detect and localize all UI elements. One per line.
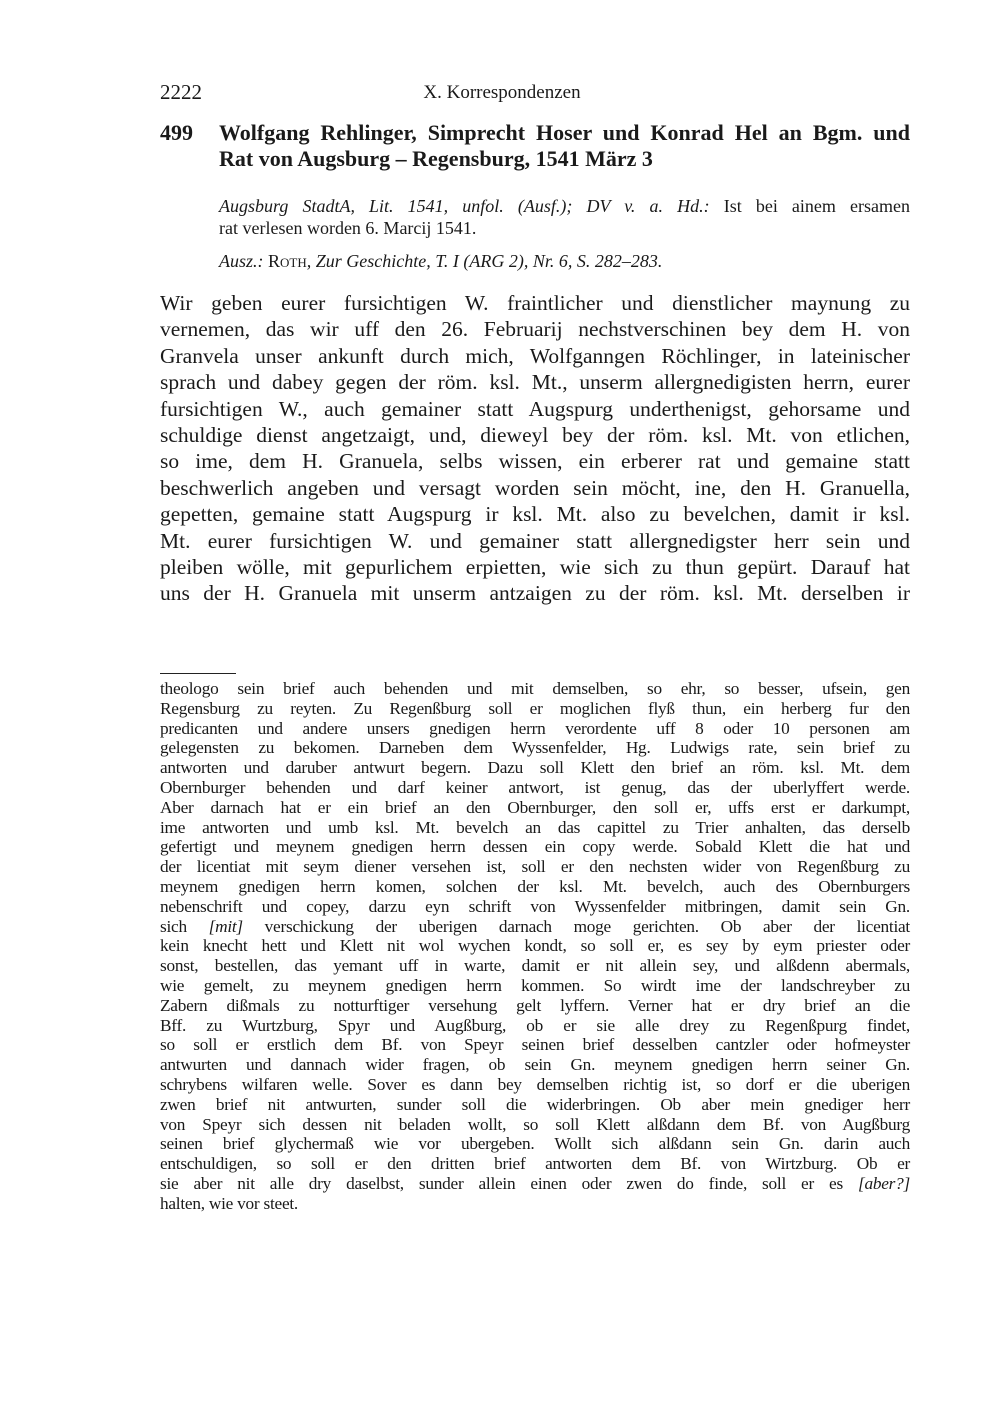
entry-title-line: Rat von Augsburg – Regensburg, 1541 März 3 (219, 146, 653, 171)
footnote-line: nebenschrift und copey, darzu eyn schrift von Wyssenfelder mitbringen, damit sein Gn. (160, 896, 910, 916)
body-line: so ime, dem H. Granuela, selbs wissen, ein erberer rat und gemaine statt (160, 449, 910, 474)
footnote-line (160, 917, 910, 937)
body-line: Wir geben eurer fursichtigen W. fraintlicher und dienstlicher maynung zu (160, 291, 910, 315)
body-line: fursichtigen W., auch gemainer statt Augspurg underthenigst, gehorsame und (160, 396, 910, 421)
footnote-line: zwen brief nit antwurten, sunder soll die widerbringen. Ob aber mein gnediger herr (160, 1094, 910, 1114)
footnote-line: von Speyr sich dessen nit beladen wollt, so soll Klett alßdann dem Bf. von Augßburg (160, 1114, 910, 1134)
source-note-cont: rat verlesen worden 6. Marcij 1541. (219, 218, 477, 238)
editorial-insertion: [mit] (208, 916, 243, 936)
footnote-line: Obernburger behenden und darf keiner antwort, ist genug, das der uberlyffert werde. (160, 777, 910, 797)
footnote-line: theologo sein brief auch behenden und mit demselben, so ehr, so besser, ufsein, gen (160, 679, 910, 698)
body-line: sprach und dabey gegen der röm. ksl. Mt., unserm allergnedigisten herrn, eurer (160, 370, 910, 395)
entry-title (219, 120, 910, 172)
body-line: gepetten, gemaine statt Augspurg ir ksl. Mt. also zu bevelchen, damit ir ksl. (160, 502, 910, 527)
footnote-line (160, 1174, 910, 1194)
body-line: pleiben wölle, mit gepurlichem erpietten, wie sich zu thun gepürt. Darauf hat (160, 554, 910, 579)
footnote-line: wie gemelt, zu meynem gnedigen herrn kommen. So wirdt ime der landschreyber zu (160, 975, 910, 995)
body-line: Granvela unser ankunft durch mich, Wolfganngen Röchlinger, in lateinischer (160, 343, 910, 368)
footnote-line: Aber darnach hat er ein brief an den Obernburger, den soll er, uffs erst er darkumpt, (160, 797, 910, 817)
footnote-line: der licentiat mit seym diener versehen ist, soll er den nechsten wider von Regenßburg zu (160, 857, 910, 877)
editorial-insertion: [aber?] (857, 1173, 910, 1193)
footnote-line: Zabern dißmals zu notturftiger versehung gelt lyffern. Verner hat er dry brief an die (160, 995, 910, 1015)
footnote-line: sonst, bestellen, das yemant uff in warte, damit er nit allein sey, und alßdenn abermals, (160, 956, 910, 976)
body-line: vernemen, das wir uff den 26. Februarij nechstverschinen bey dem H. von (160, 317, 910, 342)
entry-title-line: Wolfgang Rehlinger, Simprecht Hoser und Konrad Hel an Bgm. und (219, 120, 910, 145)
footnote-line: ime antworten und umb ksl. Mt. bevelch an das capittel zu Trier anhalten, das derselb (160, 817, 910, 837)
body-line: schuldige dienst angetzaigt, und, dieweyl bey der röm. ksl. Mt. von etlichen, (160, 422, 910, 447)
footnote-line: so soll er erstlich dem Bf. von Speyr seinen brief desselben cantzler oder hofmeyster (160, 1035, 910, 1055)
body-line: beschwerlich angeben und versagt worden sein möcht, ine, den H. Granuella, (160, 475, 910, 500)
footnote-line: gefertigt und meynem gnedigen herrn dessen ein copy werde. Sobald Klett die hat und (160, 837, 910, 857)
source-endorsement: Ist bei ainem ersamen (709, 196, 910, 216)
footnote-text (160, 679, 910, 1214)
footnote-line: predicanten und andere unsers gnedigen herrn verordente uff 8 oder 10 personen am (160, 718, 910, 738)
letter-body (160, 290, 910, 607)
excerpt-label: Ausz.: (219, 251, 264, 271)
entry-number: 499 (160, 120, 193, 145)
footnote-line: seinen brief glychermaß wie vor ubergeben. Wollt sich alßdann sein Gn. darin auch (160, 1134, 910, 1154)
footnote-line: antworten und daruber antwurt begern. Dazu soll Klett den brief an röm. ksl. Mt. dem (160, 758, 910, 778)
footnote-rule (160, 673, 236, 674)
excerpt-reference (219, 250, 910, 272)
page-number: 2222 (160, 80, 202, 104)
footnote-line: halten, wie vor steet. (160, 1193, 298, 1213)
footnote-line: schrybens wilfaren welle. Sover es dann bey demselben richtig ist, so dorf er die uberigen (160, 1074, 910, 1094)
text-segment: sie aber nit alle dry daselbst, sunder allein einen oder zwen do finde, soll er es (160, 1173, 858, 1193)
footnote-line: Regensburg zu reyten. Zu Regenßburg soll er moglichen flyß thun, ein herberg fur den (160, 698, 910, 718)
running-head: X. Korrespondenzen (423, 82, 581, 103)
footnote-line: meynem gnedigen herrn komen, solchen der ksl. Mt. bevelch, auch des Obernburgers (160, 876, 910, 896)
text-segment: sich (160, 916, 209, 936)
body-line: uns der H. Granuela mit unserm antzaigen zu der röm. ksl. Mt. derselben ir (160, 581, 910, 606)
text-segment: verschickung der uberigen darnach moge gerichten. Ob aber der licentiat (242, 916, 910, 936)
footnote-line: antwurten und dannach wider fragen, ob sein Gn. meynem gnedigen herrn seiner Gn. (160, 1055, 910, 1075)
footnote-line: entschuldigen, so soll er den dritten brief antworten dem Bf. von Wirtzburg. Ob er (160, 1154, 910, 1174)
body-line: Mt. eurer fursichtigen W. und gemainer statt allergnedigster herr sein und (160, 528, 910, 553)
source-note (219, 195, 910, 217)
footnote-line: gelegensten zu bekomen. Darneben dem Wyssenfelder, Hg. Ludwigs rate, sein brief zu (160, 738, 910, 758)
excerpt-title: , Zur Geschichte, T. I (ARG 2), Nr. 6, S. 282–283. (306, 251, 663, 271)
footnote-line: Bff. zu Wurtzburg, Spyr und Augßburg, ob er sie alle drey zu Regenßpurg findet, (160, 1015, 910, 1035)
excerpt-author: Roth (268, 251, 307, 271)
footnote-line: kein knecht hett und Klett nit wol wychen kondt, so soll er, es sey by eym priester oder (160, 936, 910, 956)
source-archive: Augsburg StadtA, Lit. 1541, unfol. (Ausf.); DV v. a. Hd.: (219, 196, 710, 216)
